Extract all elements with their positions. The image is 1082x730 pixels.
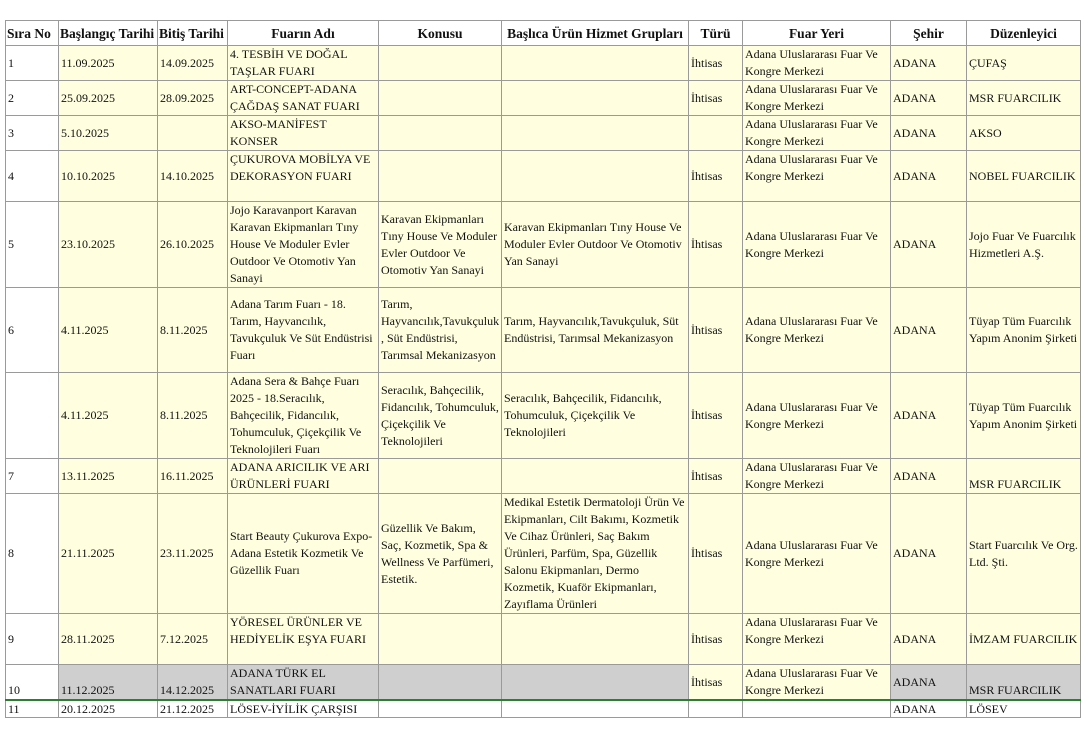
cell-fuar-yeri[interactable]: [743, 700, 891, 717]
cell-konusu[interactable]: [379, 459, 502, 494]
cell-duzenleyici[interactable]: MSR FUARCILIK: [967, 665, 1081, 701]
fair-calendar-sheet: [5, 20, 1080, 718]
cell-fuar-yeri[interactable]: Adana Uluslararası Fuar Ve Kongre Merkezi: [743, 459, 891, 494]
cell-bitis[interactable]: 14.09.2025: [158, 46, 228, 81]
cell-turu[interactable]: İhtisas: [689, 614, 743, 665]
cell-konusu[interactable]: [379, 665, 502, 701]
cell-turu[interactable]: İhtisas: [689, 202, 743, 288]
cell-urun-gruplari[interactable]: [502, 665, 689, 701]
cell-sira-no[interactable]: 1: [6, 46, 59, 81]
cell-urun-gruplari[interactable]: [502, 700, 689, 717]
table-row[interactable]: [6, 614, 1081, 665]
table-row[interactable]: [6, 288, 1081, 373]
cell-bitis[interactable]: [158, 116, 228, 151]
table-row[interactable]: [6, 151, 1081, 202]
cell-duzenleyici[interactable]: Jojo Fuar Ve Fuarcılık Hizmetleri A.Ş.: [967, 202, 1081, 288]
cell-bitis[interactable]: 8.11.2025: [158, 288, 228, 373]
cell-baslangic[interactable]: 28.11.2025: [59, 614, 158, 665]
cell-konusu[interactable]: [379, 46, 502, 81]
cell-bitis[interactable]: 8.11.2025: [158, 373, 228, 459]
cell-sira-no[interactable]: 9: [6, 614, 59, 665]
cell-sira-no[interactable]: 3: [6, 116, 59, 151]
cell-fuar-adi[interactable]: YÖRESEL ÜRÜNLER VE HEDİYELİK EŞYA FUARI: [228, 614, 379, 665]
cell-sehir[interactable]: ADANA: [891, 459, 967, 494]
cell-sehir[interactable]: ADANA: [891, 665, 967, 701]
cell-urun-gruplari[interactable]: [502, 151, 689, 202]
cell-urun-gruplari[interactable]: Tarım, Hayvancılık,Tavukçuluk, Süt Endüstrisi, Tarımsal Mekanizasyon: [502, 288, 689, 373]
cell-duzenleyici[interactable]: MSR FUARCILIK: [967, 81, 1081, 116]
cell-sehir[interactable]: ADANA: [891, 151, 967, 202]
cell-sehir[interactable]: ADANA: [891, 46, 967, 81]
cell-sira-no[interactable]: 5: [6, 202, 59, 288]
cell-konusu[interactable]: Güzellik Ve Bakım, Saç, Kozmetik, Spa & Wellness Ve Parfümeri, Estetik.: [379, 494, 502, 614]
cell-urun-gruplari[interactable]: [502, 116, 689, 151]
cell-konusu[interactable]: [379, 116, 502, 151]
cell-turu[interactable]: İhtisas: [689, 288, 743, 373]
cell-fuar-adi[interactable]: ART-CONCEPT-ADANA ÇAĞDAŞ SANAT FUARI: [228, 81, 379, 116]
cell-fuar-yeri[interactable]: Adana Uluslararası Fuar Ve Kongre Merkezi: [743, 151, 891, 202]
cell-turu[interactable]: [689, 700, 743, 717]
cell-sehir[interactable]: ADANA: [891, 494, 967, 614]
table-row[interactable]: [6, 700, 1081, 717]
table-row[interactable]: [6, 373, 1081, 459]
cell-fuar-yeri[interactable]: Adana Uluslararası Fuar Ve Kongre Merkezi: [743, 373, 891, 459]
cell-sehir[interactable]: ADANA: [891, 116, 967, 151]
cell-duzenleyici[interactable]: LÖSEV: [967, 700, 1081, 717]
cell-konusu[interactable]: Tarım, Hayvancılık,Tavukçuluk , Süt Endüstrisi, Tarımsal Mekanizasyon: [379, 288, 502, 373]
cell-fuar-yeri[interactable]: Adana Uluslararası Fuar Ve Kongre Merkezi: [743, 665, 891, 701]
cell-sira-no[interactable]: [6, 373, 59, 459]
cell-sehir[interactable]: ADANA: [891, 288, 967, 373]
cell-duzenleyici[interactable]: İMZAM FUARCILIK: [967, 614, 1081, 665]
cell-baslangic[interactable]: 4.11.2025: [59, 288, 158, 373]
header-sehir[interactable]: Şehir: [891, 21, 967, 46]
cell-duzenleyici[interactable]: Tüyap Tüm Fuarcılık Yapım Anonim Şirketi: [967, 373, 1081, 459]
cell-konusu[interactable]: Seracılık, Bahçecilik, Fidancılık, Tohumculuk, Çiçekçilik Ve Teknolojileri: [379, 373, 502, 459]
cell-bitis[interactable]: 14.12.2025: [158, 665, 228, 701]
cell-duzenleyici[interactable]: Tüyap Tüm Fuarcılık Yapım Anonim Şirketi: [967, 288, 1081, 373]
cell-sehir[interactable]: ADANA: [891, 202, 967, 288]
cell-fuar-yeri[interactable]: Adana Uluslararası Fuar Ve Kongre Merkezi: [743, 202, 891, 288]
cell-turu[interactable]: İhtisas: [689, 373, 743, 459]
header-turu[interactable]: Türü: [689, 21, 743, 46]
table-row[interactable]: [6, 665, 1081, 701]
cell-sira-no[interactable]: 4: [6, 151, 59, 202]
cell-turu[interactable]: İhtisas: [689, 459, 743, 494]
cell-baslangic[interactable]: 4.11.2025: [59, 373, 158, 459]
header-bitis-tarihi[interactable]: Bitiş Tarihi: [158, 21, 228, 46]
cell-sehir[interactable]: ADANA: [891, 614, 967, 665]
cell-baslangic[interactable]: 10.10.2025: [59, 151, 158, 202]
cell-urun-gruplari[interactable]: [502, 46, 689, 81]
cell-sehir[interactable]: ADANA: [891, 373, 967, 459]
header-fuar-yeri[interactable]: Fuar Yeri: [743, 21, 891, 46]
header-fuar-adi[interactable]: Fuarın Adı: [228, 21, 379, 46]
cell-fuar-adi[interactable]: LÖSEV-İYİLİK ÇARŞISI: [228, 700, 379, 717]
cell-turu[interactable]: İhtisas: [689, 46, 743, 81]
cell-duzenleyici[interactable]: ÇUFAŞ: [967, 46, 1081, 81]
table-row[interactable]: [6, 81, 1081, 116]
cell-sehir[interactable]: ADANA: [891, 700, 967, 717]
cell-baslangic[interactable]: 23.10.2025: [59, 202, 158, 288]
cell-urun-gruplari[interactable]: [502, 614, 689, 665]
cell-bitis[interactable]: 7.12.2025: [158, 614, 228, 665]
cell-sira-no[interactable]: 11: [6, 700, 59, 717]
cell-fuar-yeri[interactable]: Adana Uluslararası Fuar Ve Kongre Merkezi: [743, 494, 891, 614]
header-baslangic-tarihi[interactable]: Başlangıç Tarihi: [59, 21, 158, 46]
cell-konusu[interactable]: [379, 614, 502, 665]
cell-fuar-yeri[interactable]: Adana Uluslararası Fuar Ve Kongre Merkezi: [743, 288, 891, 373]
cell-baslangic[interactable]: 21.11.2025: [59, 494, 158, 614]
cell-urun-gruplari[interactable]: [502, 81, 689, 116]
header-urun-hizmet-gruplari[interactable]: Başlıca Ürün Hizmet Grupları: [502, 21, 689, 46]
cell-turu[interactable]: İhtisas: [689, 81, 743, 116]
cell-baslangic[interactable]: 5.10.2025: [59, 116, 158, 151]
cell-turu[interactable]: [689, 116, 743, 151]
cell-urun-gruplari[interactable]: Karavan Ekipmanları Tıny House Ve Moduler Evler Outdoor Ve Otomotiv Yan Sanayi: [502, 202, 689, 288]
cell-fuar-adi[interactable]: Start Beauty Çukurova Expo-Adana Estetik Kozmetik Ve Güzellik Fuarı: [228, 494, 379, 614]
cell-sira-no[interactable]: 6: [6, 288, 59, 373]
cell-sehir[interactable]: ADANA: [891, 81, 967, 116]
cell-urun-gruplari[interactable]: [502, 459, 689, 494]
header-row: [6, 21, 1081, 46]
cell-bitis[interactable]: 16.11.2025: [158, 459, 228, 494]
table-row[interactable]: [6, 494, 1081, 614]
cell-fuar-adi[interactable]: Jojo Karavanport Karavan Karavan Ekipmanları Tıny House Ve Moduler Evler Outdoor Ve Otomotiv Yan Sanayi: [228, 202, 379, 288]
cell-turu[interactable]: İhtisas: [689, 665, 743, 701]
cell-bitis[interactable]: 28.09.2025: [158, 81, 228, 116]
cell-konusu[interactable]: Karavan Ekipmanları Tıny House Ve Moduler Evler Outdoor Ve Otomotiv Yan Sanayi: [379, 202, 502, 288]
cell-turu[interactable]: İhtisas: [689, 151, 743, 202]
table-row[interactable]: [6, 46, 1081, 81]
cell-duzenleyici[interactable]: Start Fuarcılık Ve Org. Ltd. Şti.: [967, 494, 1081, 614]
cell-baslangic[interactable]: 13.11.2025: [59, 459, 158, 494]
header-konusu[interactable]: Konusu: [379, 21, 502, 46]
cell-sira-no[interactable]: 7: [6, 459, 59, 494]
cell-fuar-adi[interactable]: Adana Tarım Fuarı - 18. Tarım, Hayvancılık, Tavukçuluk Ve Süt Endüstrisi Fuarı: [228, 288, 379, 373]
cell-konusu[interactable]: [379, 700, 502, 717]
table-row[interactable]: [6, 459, 1081, 494]
cell-fuar-adi[interactable]: ADANA ARICILIK VE ARI ÜRÜNLERİ FUARI: [228, 459, 379, 494]
header-duzenleyici[interactable]: Düzenleyici: [967, 21, 1081, 46]
table-row[interactable]: [6, 116, 1081, 151]
table-row[interactable]: [6, 202, 1081, 288]
cell-sira-no[interactable]: 2: [6, 81, 59, 116]
header-sira-no[interactable]: Sıra No: [6, 21, 59, 46]
cell-bitis[interactable]: 23.11.2025: [158, 494, 228, 614]
cell-fuar-adi[interactable]: Adana Sera & Bahçe Fuarı 2025 - 18.Seracılık, Bahçecilik, Fidancılık, Tohumculuk, Çiçekçilik Ve Teknolojileri Fuarı: [228, 373, 379, 459]
cell-konusu[interactable]: [379, 81, 502, 116]
cell-baslangic[interactable]: 11.09.2025: [59, 46, 158, 81]
cell-bitis[interactable]: 21.12.2025: [158, 700, 228, 717]
cell-baslangic[interactable]: 25.09.2025: [59, 81, 158, 116]
cell-baslangic[interactable]: 20.12.2025: [59, 700, 158, 717]
cell-sira-no[interactable]: 10: [6, 665, 59, 701]
cell-bitis[interactable]: 26.10.2025: [158, 202, 228, 288]
cell-sira-no[interactable]: 8: [6, 494, 59, 614]
cell-fuar-yeri[interactable]: Adana Uluslararası Fuar Ve Kongre Merkezi: [743, 614, 891, 665]
cell-fuar-adi[interactable]: ÇUKUROVA MOBİLYA VE DEKORASYON FUARI: [228, 151, 379, 202]
cell-fuar-yeri[interactable]: Adana Uluslararası Fuar Ve Kongre Merkezi: [743, 116, 891, 151]
cell-duzenleyici[interactable]: NOBEL FUARCILIK: [967, 151, 1081, 202]
cell-fuar-adi[interactable]: ADANA TÜRK EL SANATLARI FUARI: [228, 665, 379, 701]
cell-turu[interactable]: İhtisas: [689, 494, 743, 614]
cell-fuar-adi[interactable]: AKSO-MANİFEST KONSER: [228, 116, 379, 151]
cell-fuar-yeri[interactable]: Adana Uluslararası Fuar Ve Kongre Merkezi: [743, 81, 891, 116]
cell-urun-gruplari[interactable]: Seracılık, Bahçecilik, Fidancılık, Tohumculuk, Çiçekçilik Ve Teknolojileri: [502, 373, 689, 459]
cell-konusu[interactable]: [379, 151, 502, 202]
table-body: [6, 46, 1081, 718]
cell-bitis[interactable]: 14.10.2025: [158, 151, 228, 202]
cell-duzenleyici[interactable]: MSR FUARCILIK: [967, 459, 1081, 494]
cell-baslangic[interactable]: 11.12.2025: [59, 665, 158, 701]
cell-fuar-adi[interactable]: 4. TESBİH VE DOĞAL TAŞLAR FUARI: [228, 46, 379, 81]
fair-table: [5, 20, 1081, 718]
cell-fuar-yeri[interactable]: Adana Uluslararası Fuar Ve Kongre Merkezi: [743, 46, 891, 81]
cell-urun-gruplari[interactable]: Medikal Estetik Dermatoloji Ürün Ve Ekipmanları, Cilt Bakımı, Kozmetik Ve Cihaz Ürünleri, Saç Bakım Ürünleri, Parfüm, Spa, Güzellik Salonu Ekipmanları, Dermo Kozmetik, Kuaför Ekipmanları, Zayıflama Ürünleri: [502, 494, 689, 614]
cell-duzenleyici[interactable]: AKSO: [967, 116, 1081, 151]
